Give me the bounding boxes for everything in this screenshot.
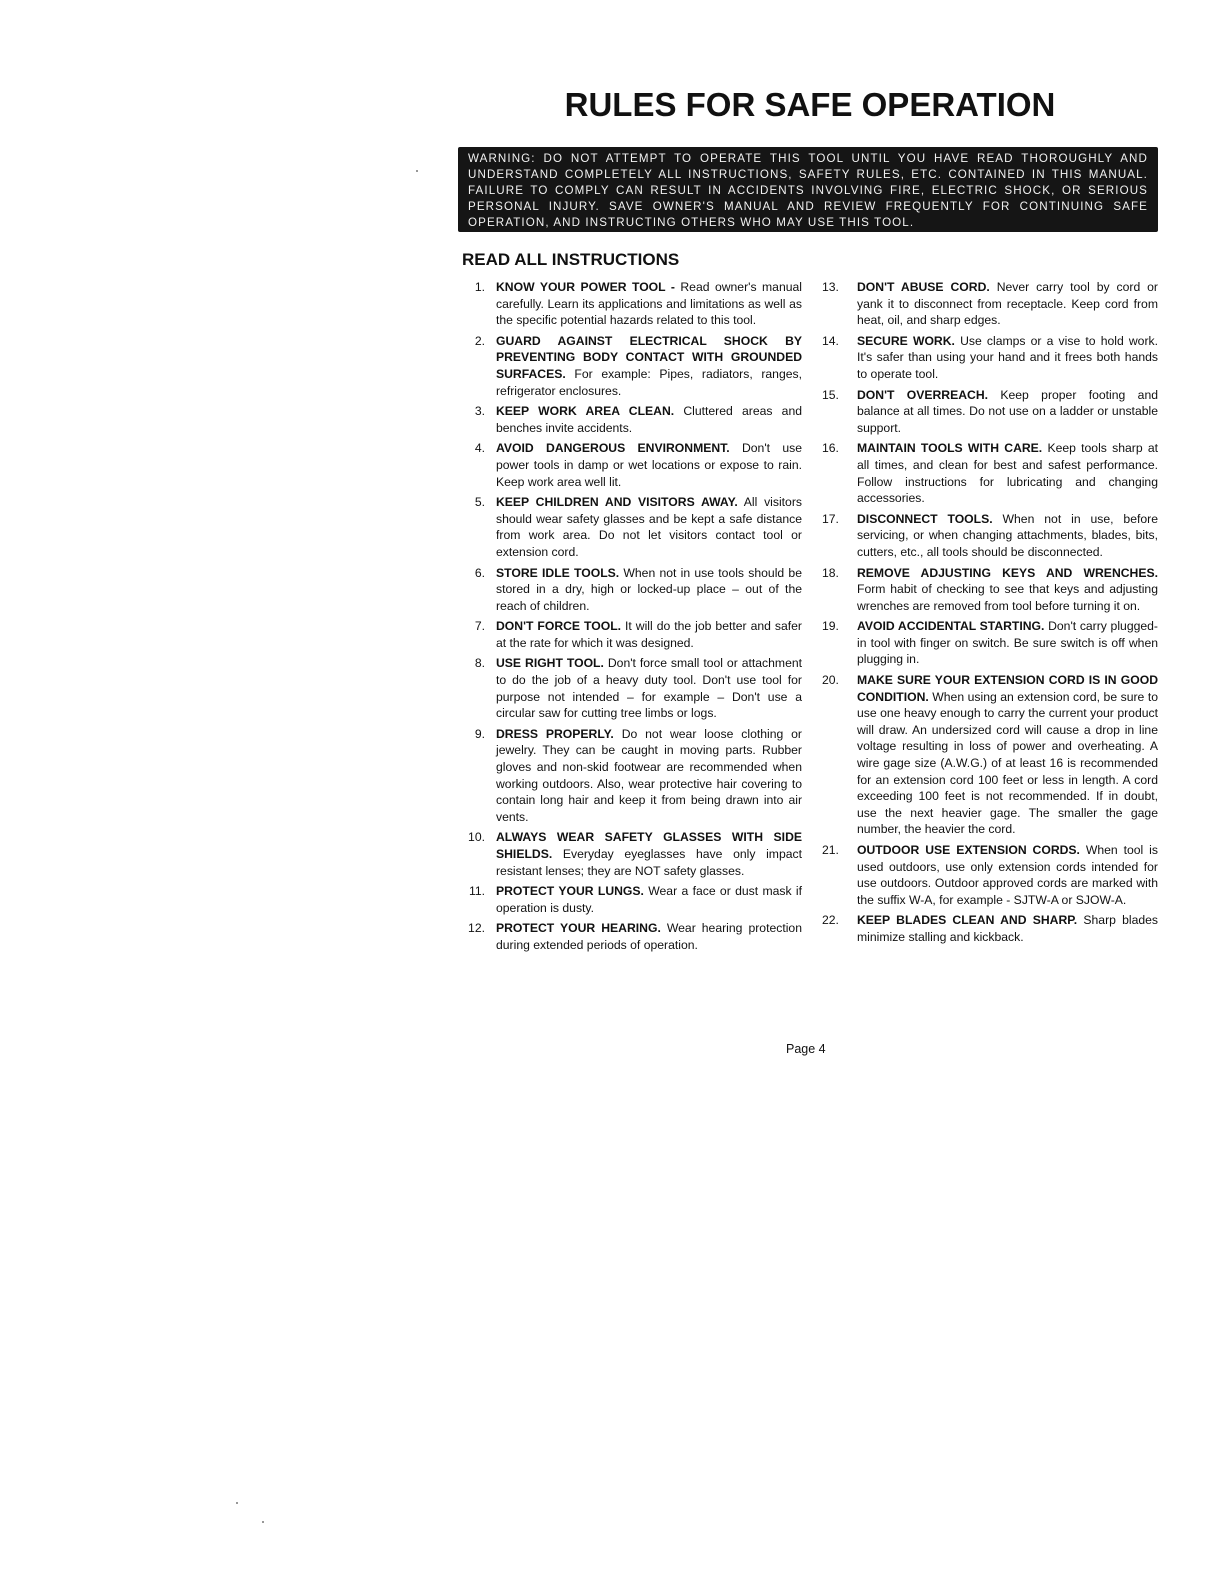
rule-lead: MAINTAIN TOOLS WITH CARE. (857, 441, 1043, 456)
rule-body (496, 494, 802, 560)
rule-lead: REMOVE ADJUSTING KEYS AND WRENCHES. (857, 565, 1158, 580)
rule-text: Wear a face or dust mask if operation is dusty. (496, 884, 802, 915)
scan-speck (416, 170, 418, 172)
rule-text: Everyday eyeglasses have only impact resistant lenses; they are NOT safety glasses. (496, 847, 802, 878)
rule-lead: SECURE WORK. (857, 333, 955, 348)
rule-body (857, 565, 1158, 615)
rule-item (462, 829, 802, 879)
rule-item (462, 618, 802, 651)
rule-item (818, 440, 1158, 506)
rule-body (496, 618, 802, 651)
rule-number: 22. (822, 913, 839, 928)
rule-text: For example: Pipes, radiators, ranges, refrigerator enclosures. (496, 366, 802, 398)
rule-text: Wear hearing protection during extended periods of operation. (496, 921, 802, 952)
rule-text: When not in use, before servicing, or when changing attachments, blades, bits, cutters, etc., all tools should be disconnected. (857, 511, 1158, 559)
rule-body (496, 403, 802, 436)
rule-text: Don't force small tool or attachment to do the job of a heavy duty tool. Don't use tool for purpose not intended – for example – Don't use a circular saw for cutting tree limbs or logs. (496, 656, 803, 721)
rule-lead: DON'T OVERREACH. (857, 387, 989, 402)
rule-number: 3. (474, 404, 485, 419)
rule-number: 1. (474, 280, 485, 294)
rule-lead: DON'T ABUSE CORD. (857, 280, 990, 294)
rule-number: 4. (474, 441, 485, 456)
rule-body (857, 842, 1158, 908)
rule-body (496, 829, 802, 879)
rule-number: 13. (822, 280, 839, 294)
rule-number: 15. (822, 387, 839, 402)
rule-item (462, 403, 802, 436)
rule-lead: DISCONNECT TOOLS. (857, 511, 993, 526)
rule-lead: AVOID ACCIDENTAL STARTING. (857, 619, 1045, 634)
rule-lead: ALWAYS WEAR SAFETY GLASSES WITH SIDE SHIELDS. (496, 830, 802, 861)
rule-text: Never carry tool by cord or yank it to disconnect from receptacle. Keep cord from heat, oil, and sharp edges. (857, 280, 1158, 328)
rule-body (857, 387, 1158, 437)
rule-body (496, 333, 802, 399)
rule-body (857, 672, 1158, 838)
rule-item (818, 387, 1158, 437)
rule-item (818, 279, 1158, 329)
rule-item (462, 333, 802, 399)
rule-item (818, 618, 1158, 668)
rule-text: Read owner's manual carefully. Learn its applications and limitations as well as the specific potential hazards related to this tool. (496, 280, 802, 328)
rule-body (857, 333, 1158, 383)
rule-lead: KNOW YOUR POWER TOOL - (496, 280, 675, 294)
rule-text: Keep proper footing and balance at all times. Do not use on a ladder or unstable support. (857, 387, 1158, 435)
rule-body (496, 920, 802, 953)
rule-lead: OUTDOOR USE EXTENSION CORDS. (857, 843, 1080, 857)
rule-number: 7. (474, 619, 485, 634)
rule-body (496, 883, 802, 916)
rule-lead: PROTECT YOUR HEARING. (496, 921, 661, 936)
rule-number: 18. (822, 565, 839, 580)
scan-speck (236, 1502, 238, 1504)
rule-item (462, 494, 802, 560)
rule-item (462, 279, 802, 329)
rule-text: Don't carry plugged-in tool with finger on switch. Be sure switch is off when plugging in. (857, 619, 1158, 667)
rule-item (818, 842, 1158, 908)
rule-lead: DON'T FORCE TOOL. (496, 619, 622, 634)
rule-text: When using an extension cord, be sure to use one heavy enough to carry the current your product will draw. An undersized cord will cause a drop in line voltage resulting in loss of power and overheating. A wire gage size (A.W.G.) of at least 16 is recommended for an extension cord 100 feet or less in length. A cord exceeding 100 feet is not recommended. If in doubt, use the next heavier gage. The smaller the gage number, the heavier the cord. (857, 689, 1158, 837)
rule-text: Keep tools sharp at all times, and clean for best and safest performance. Follow instructions for lubricating and changing accessories. (857, 441, 1159, 506)
rule-item (462, 440, 802, 490)
rule-number: 5. (474, 495, 485, 510)
rule-number: 10. (468, 830, 485, 845)
rule-item (818, 511, 1158, 561)
rule-body (857, 618, 1158, 668)
rule-body (496, 726, 802, 826)
rule-lead: GUARD AGAINST ELECTRICAL SHOCK BY PREVENTING BODY CONTACT WITH GROUNDED SURFACES. (496, 333, 802, 381)
rule-number: 17. (822, 511, 839, 526)
rule-lead: KEEP BLADES CLEAN AND SHARP. (857, 913, 1078, 928)
rule-text: When not in use tools should be stored in a dry, high or locked-up place – out of the reach of children. (496, 565, 802, 613)
rule-item (462, 726, 802, 826)
rule-item (462, 655, 802, 721)
rule-item (462, 920, 802, 953)
scan-speck (262, 1521, 264, 1523)
rule-number: 21. (822, 843, 839, 857)
rule-item (462, 565, 802, 615)
rule-text: Do not wear loose clothing or jewelry. They can be caught in moving parts. Rubber gloves and non-skid footwear are recommended when working outdoors. Also, wear protective hair covering to contain long hair and keep it from being drawn into air vents. (496, 726, 802, 824)
rule-number: 2. (474, 333, 485, 348)
rule-item (818, 672, 1158, 838)
rule-item (818, 912, 1158, 945)
rule-body (857, 440, 1158, 506)
rule-item (818, 333, 1158, 383)
rule-body (857, 912, 1158, 945)
page-number: Page 4 (786, 1042, 826, 1056)
rule-number: 6. (474, 565, 485, 580)
rule-text: Form habit of checking to see that keys and adjusting wrenches are removed from tool before turning it on. (857, 582, 1158, 613)
rule-body (857, 511, 1158, 561)
rule-text: Don't use power tools in damp or wet locations or expose to rain. Keep work area well lit. (496, 441, 802, 489)
rule-lead: PROTECT YOUR LUNGS. (496, 884, 644, 899)
page-title: RULES FOR SAFE OPERATION (564, 86, 1056, 123)
rule-lead: DRESS PROPERLY. (496, 726, 614, 741)
warning-box: WARNING: DO NOT ATTEMPT TO OPERATE THIS TOOL UNTIL YOU HAVE READ THOROUGHLY AND UNDERSTAND COMPLETELY ALL INSTRUCTIONS, SAFETY RULES, ETC. CONTAINED IN THIS MANUAL. FAILURE TO COMPLY CAN RESULT IN ACCIDENTS INVOLVING FIRE, ELECTRIC SHOCK, OR SERIOUS PERSONAL INJURY. SAVE OWNER'S MANUAL AND REVIEW FREQUENTLY FOR CONTINUING SAFE OPERATION, AND INSTRUCTING OTHERS WHO MAY USE THIS TOOL. (458, 147, 1158, 232)
rule-lead: STORE IDLE TOOLS. (496, 565, 620, 580)
rules-column-left (462, 279, 802, 958)
rule-text: Cluttered areas and benches invite accidents. (496, 404, 802, 435)
rule-lead: AVOID DANGEROUS ENVIRONMENT. (496, 441, 730, 456)
rule-text: It will do the job better and safer at the rate for which it was designed. (496, 619, 802, 650)
rule-text: When tool is used outdoors, use only extension cords intended for use outdoors. Outdoor approved cords are marked with the suffix W-A, for example - SJTW-A or SJOW-A. (857, 843, 1158, 907)
rule-text: Sharp blades minimize stalling and kickback. (857, 913, 1158, 944)
rule-item (818, 565, 1158, 615)
rule-text: All visitors should wear safety glasses and be kept a safe distance from work area. Do not let visitors contact tool or extension cord. (496, 495, 802, 559)
rule-body (496, 655, 802, 721)
rule-body (496, 565, 802, 615)
rule-text: Use clamps or a vise to hold work. It's safer than using your hand and it frees both hands to operate tool. (857, 333, 1158, 381)
rule-lead: MAKE SURE YOUR EXTENSION CORD IS IN GOOD CONDITION. (857, 673, 1158, 704)
rule-number: 9. (474, 726, 485, 741)
rule-number: 8. (474, 656, 485, 671)
rule-body (496, 279, 802, 329)
rule-number: 16. (822, 441, 839, 456)
rule-number: 19. (822, 619, 839, 634)
rule-body (857, 279, 1158, 329)
section-heading: READ ALL INSTRUCTIONS (462, 250, 680, 269)
rule-item (462, 883, 802, 916)
rule-number: 20. (822, 673, 839, 688)
rule-lead: USE RIGHT TOOL. (496, 656, 604, 671)
rule-number: 14. (822, 333, 839, 348)
rules-column-right (818, 279, 1158, 950)
rule-body (496, 440, 802, 490)
rule-lead: KEEP CHILDREN AND VISITORS AWAY. (496, 495, 738, 510)
rule-number: 12. (468, 921, 485, 936)
rule-lead: KEEP WORK AREA CLEAN. (496, 404, 675, 419)
rule-number: 11. (468, 884, 485, 899)
